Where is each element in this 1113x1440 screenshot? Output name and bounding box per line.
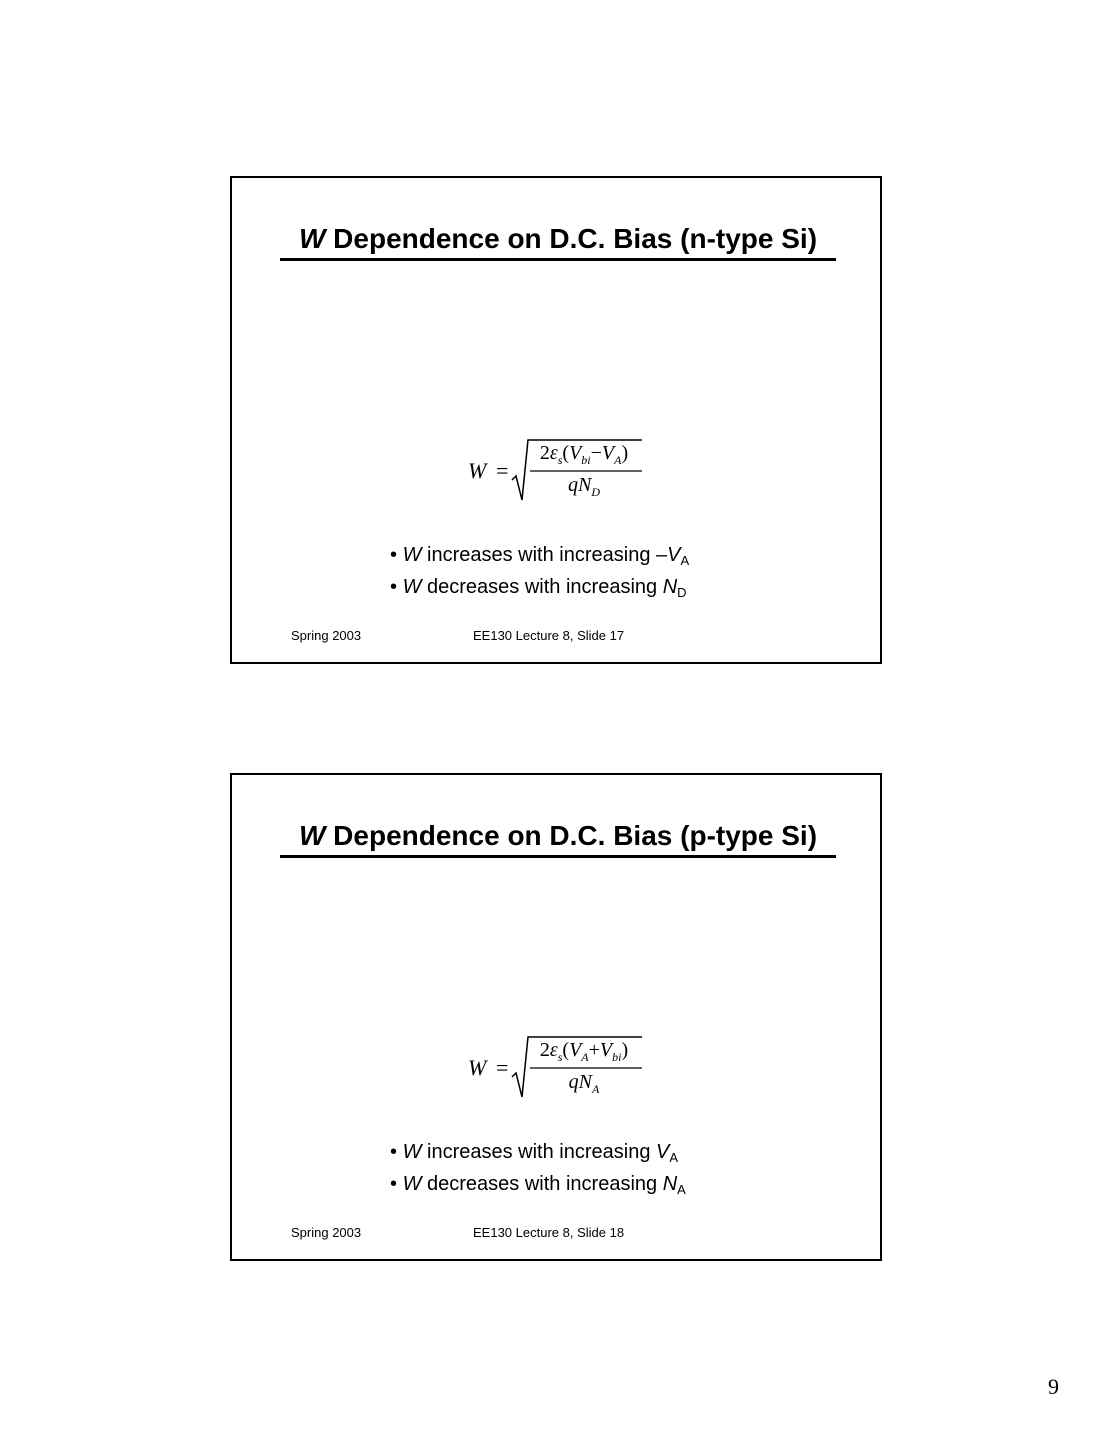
title-underline (280, 855, 836, 858)
footer-date: Spring 2003 (291, 628, 362, 643)
slide-title (280, 222, 836, 260)
equation-equals: = (496, 1055, 509, 1080)
footer-date: Spring 2003 (291, 1225, 362, 1240)
equation-lhs: W (468, 458, 487, 483)
footer-slide-info: EE130 Lecture 8, Slide 18 (473, 1225, 625, 1240)
slide-18 (230, 773, 882, 1261)
equation-denominator: $qN_A$ (568, 1071, 600, 1096)
bullet-item: • W decreases with increasing $N_A$ (390, 1173, 686, 1197)
title-text: Dependence on D.C. Bias (n-type Si) (325, 223, 818, 254)
equation-lhs: W (468, 1055, 487, 1080)
depletion-width-equation (232, 1033, 884, 1103)
equation-numerator: $2\varepsilon_s(V_{bi}-V_A)$ (539, 442, 629, 467)
title-variable: W (298, 223, 326, 254)
title-underline (280, 258, 836, 261)
footer-slide-info: EE130 Lecture 8, Slide 17 (473, 628, 625, 643)
bullet-item: • W increases with increasing $V_A$ (390, 1141, 679, 1165)
slide-17 (230, 176, 882, 664)
equation-numerator: $2\varepsilon_s(V_A+V_{bi})$ (539, 1039, 629, 1064)
page-number: 9 (1048, 1374, 1059, 1399)
title-text: Dependence on D.C. Bias (p-type Si) (325, 820, 818, 851)
title-variable: W (298, 820, 326, 851)
bullet-item: • W decreases with increasing $N_D$ (390, 576, 687, 600)
depletion-width-equation (232, 436, 884, 506)
equation-denominator: $qN_D$ (567, 474, 600, 499)
equation-equals: = (496, 458, 509, 483)
bullet-list (390, 1139, 686, 1203)
bullet-list (390, 542, 689, 606)
slide-title (280, 819, 836, 857)
bullet-item: • W increases with increasing $-V_A$ (390, 544, 690, 568)
